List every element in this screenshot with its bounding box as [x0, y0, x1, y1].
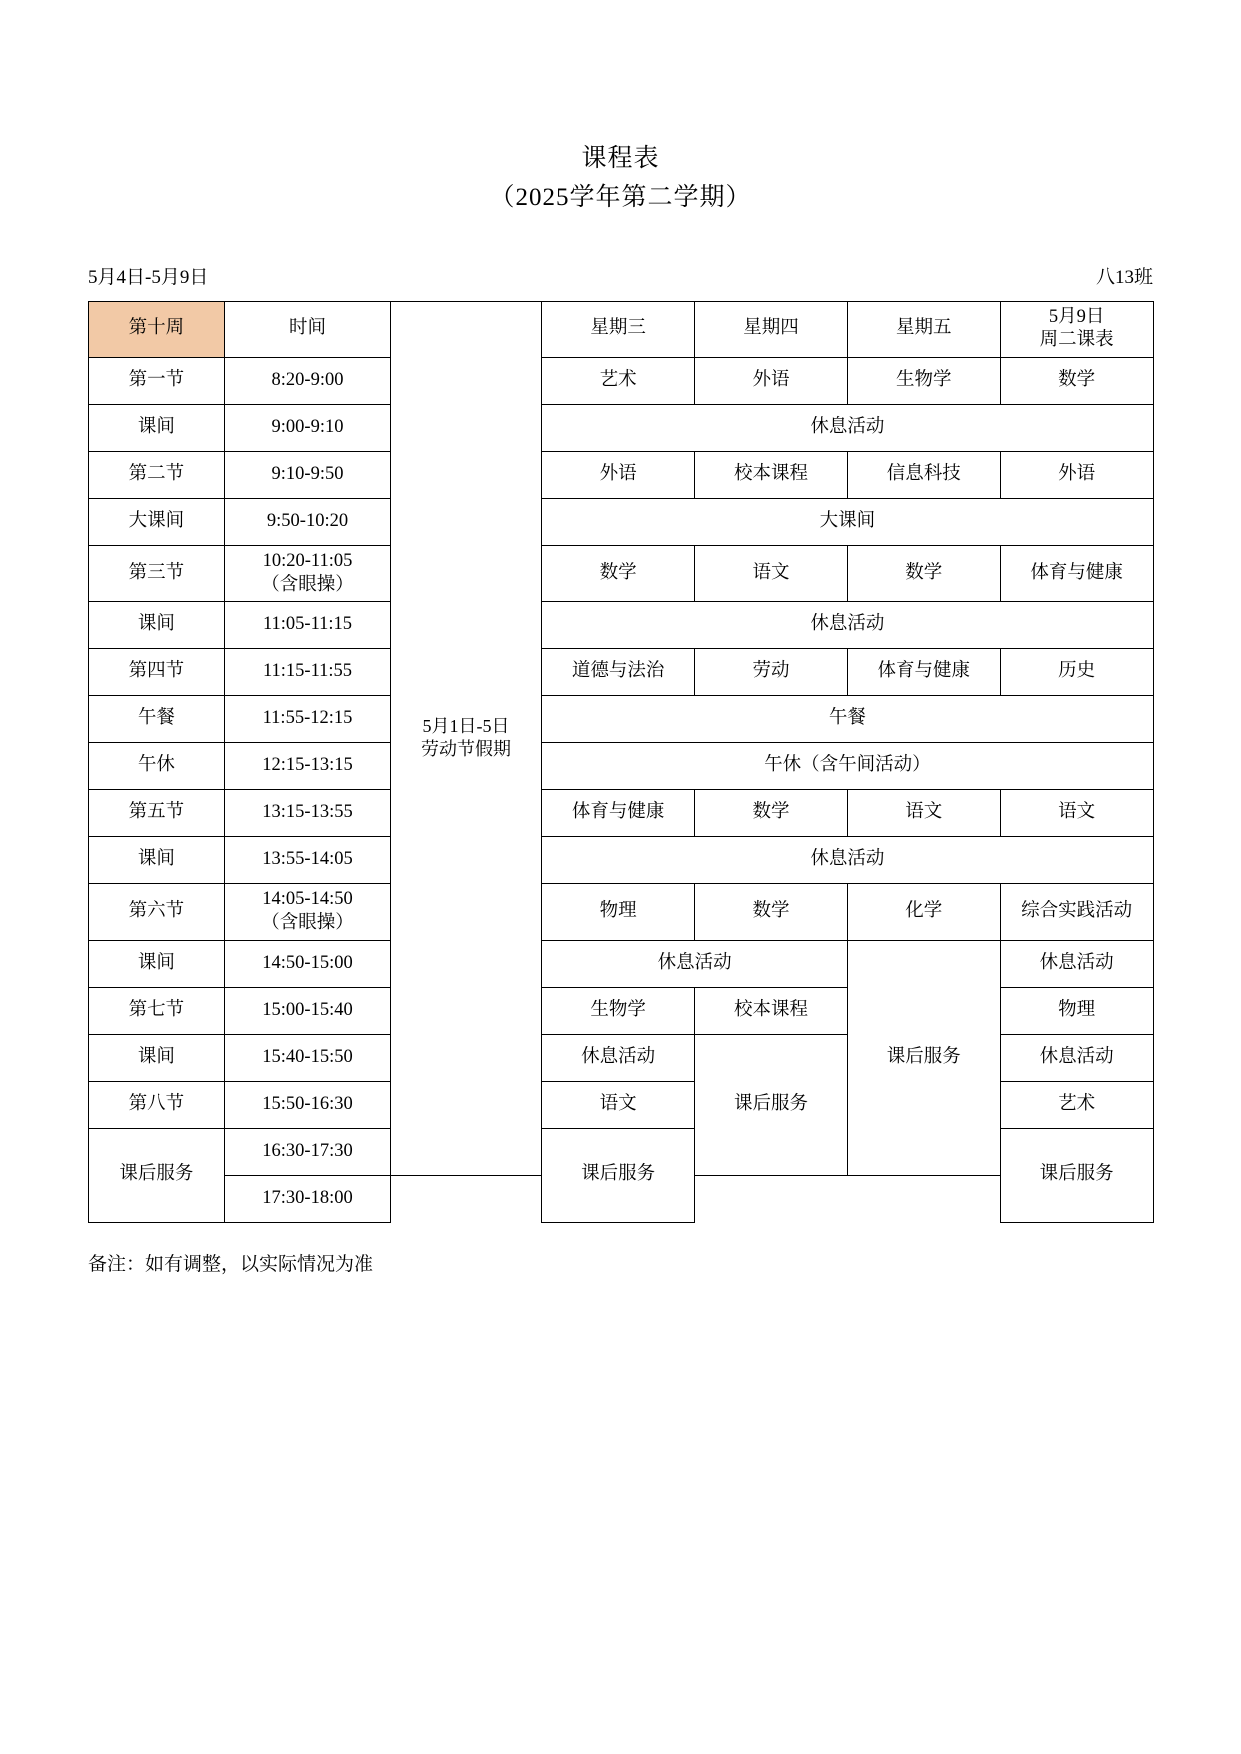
time-label: 11:05-11:15	[225, 602, 390, 649]
time-note: （含眼操）	[261, 912, 354, 933]
time-label: 14:50-15:00	[225, 940, 390, 987]
time-label	[225, 545, 390, 601]
period-label: 课间	[88, 404, 225, 451]
time-label: 13:15-13:55	[225, 790, 390, 837]
header-thursday: 星期四	[695, 301, 848, 357]
time-label: 11:55-12:15	[225, 696, 390, 743]
period-label: 第八节	[88, 1081, 225, 1128]
time-label: 17:30-18:00	[225, 1175, 390, 1222]
cell-wed: 休息活动	[542, 1034, 695, 1081]
table-row	[88, 940, 1153, 987]
cell-wed: 语文	[542, 1081, 695, 1128]
cell-thu: 劳动	[695, 649, 848, 696]
meta-row	[88, 262, 1153, 289]
period-label: 第六节	[88, 884, 225, 940]
table-row	[88, 790, 1153, 837]
holiday-line2: 劳动节假期	[420, 739, 511, 760]
period-label: 课间	[88, 602, 225, 649]
cell-thu: 外语	[695, 357, 848, 404]
time-label: 15:00-15:40	[225, 987, 390, 1034]
table-row	[88, 451, 1153, 498]
table-row	[88, 837, 1153, 884]
cell-fri: 数学	[847, 545, 1000, 601]
time-note: （含眼操）	[261, 574, 354, 595]
period-label-afterschool: 课后服务	[88, 1128, 225, 1222]
class-name: 八13班	[1095, 266, 1153, 288]
cell-wed: 物理	[542, 884, 695, 940]
table-row	[88, 357, 1153, 404]
period-label: 午休	[88, 743, 225, 790]
period-label: 午餐	[88, 696, 225, 743]
cell-thu: 校本课程	[695, 987, 848, 1034]
period-label: 第二节	[88, 451, 225, 498]
cell-fri: 语文	[847, 790, 1000, 837]
header-time: 时间	[225, 301, 390, 357]
table-row	[88, 602, 1153, 649]
time-label: 16:30-17:30	[225, 1128, 390, 1175]
cell-sat: 艺术	[1000, 1081, 1153, 1128]
cell-sat: 休息活动	[1000, 940, 1153, 987]
table-row	[88, 404, 1153, 451]
time-label	[225, 884, 390, 940]
time-label: 13:55-14:05	[225, 837, 390, 884]
period-label: 第四节	[88, 649, 225, 696]
cell-wed: 生物学	[542, 987, 695, 1034]
time-label: 11:15-11:55	[225, 649, 390, 696]
cell-sat: 历史	[1000, 649, 1153, 696]
cell-sat: 外语	[1000, 451, 1153, 498]
cell-thu-afterschool: 课后服务	[695, 1034, 848, 1175]
cell-fri-afterschool: 课后服务	[847, 940, 1000, 1175]
cell-merged-break: 休息活动	[542, 404, 1153, 451]
cell-merged-lunch: 午餐	[542, 696, 1153, 743]
cell-thu: 语文	[695, 545, 848, 601]
cell-sat: 数学	[1000, 357, 1153, 404]
header-saturday	[1000, 301, 1153, 357]
period-label: 第三节	[88, 545, 225, 601]
time-label: 9:00-9:10	[225, 404, 390, 451]
period-label: 第一节	[88, 357, 225, 404]
cell-merged-break: 休息活动	[542, 602, 1153, 649]
time-label: 15:40-15:50	[225, 1034, 390, 1081]
table-header-row	[88, 301, 1153, 357]
time-label: 9:50-10:20	[225, 498, 390, 545]
time-label: 8:20-9:00	[225, 357, 390, 404]
title-subtitle: （2025学年第二学期）	[489, 183, 752, 211]
cell-wed: 数学	[542, 545, 695, 601]
cell-wed: 艺术	[542, 357, 695, 404]
period-label: 第五节	[88, 790, 225, 837]
cell-sat: 体育与健康	[1000, 545, 1153, 601]
cell-sat: 综合实践活动	[1000, 884, 1153, 940]
document-title	[0, 140, 1241, 218]
period-label: 课间	[88, 1034, 225, 1081]
table-row	[88, 498, 1153, 545]
table-row	[88, 545, 1153, 601]
cell-thu: 校本课程	[695, 451, 848, 498]
cell-sat: 休息活动	[1000, 1034, 1153, 1081]
cell-wed: 外语	[542, 451, 695, 498]
cell-sat: 语文	[1000, 790, 1153, 837]
cell-merged-bigbreak: 大课间	[542, 498, 1153, 545]
schedule-table	[88, 301, 1154, 1223]
cell-fri: 生物学	[847, 357, 1000, 404]
cell-fri: 信息科技	[847, 451, 1000, 498]
cell-fri: 化学	[847, 884, 1000, 940]
title-main: 课程表	[581, 145, 660, 172]
cell-wed: 道德与法治	[542, 649, 695, 696]
header-wednesday: 星期三	[542, 301, 695, 357]
holiday-cell	[390, 301, 542, 1175]
date-range: 5月4日-5月9日	[88, 266, 209, 288]
table-row	[88, 696, 1153, 743]
cell-wed-thu-break: 休息活动	[542, 940, 848, 987]
table-row	[88, 649, 1153, 696]
header-saturday-note: 周二课表	[1039, 330, 1114, 351]
cell-thu: 数学	[695, 884, 848, 940]
header-week: 第十周	[88, 301, 225, 357]
time-main: 14:05-14:50	[262, 889, 353, 910]
period-label: 课间	[88, 940, 225, 987]
table-row	[88, 884, 1153, 940]
cell-fri: 体育与健康	[847, 649, 1000, 696]
time-label: 12:15-13:15	[225, 743, 390, 790]
cell-wed-afterschool: 课后服务	[542, 1128, 695, 1222]
holiday-line1: 5月1日-5日	[422, 715, 510, 736]
cell-merged-break: 休息活动	[542, 837, 1153, 884]
footnote: 备注：如有调整，以实际情况为准	[88, 1253, 374, 1275]
cell-merged-nap: 午休（含午间活动）	[542, 743, 1153, 790]
time-main: 10:20-11:05	[262, 550, 353, 571]
period-label: 大课间	[88, 498, 225, 545]
table-row	[88, 743, 1153, 790]
header-friday: 星期五	[847, 301, 1000, 357]
time-label: 9:10-9:50	[225, 451, 390, 498]
cell-sat-afterschool: 课后服务	[1000, 1128, 1153, 1222]
cell-sat: 物理	[1000, 987, 1153, 1034]
cell-wed: 体育与健康	[542, 790, 695, 837]
period-label: 课间	[88, 837, 225, 884]
cell-thu: 数学	[695, 790, 848, 837]
time-label: 15:50-16:30	[225, 1081, 390, 1128]
header-saturday-date: 5月9日	[1048, 306, 1105, 327]
period-label: 第七节	[88, 987, 225, 1034]
